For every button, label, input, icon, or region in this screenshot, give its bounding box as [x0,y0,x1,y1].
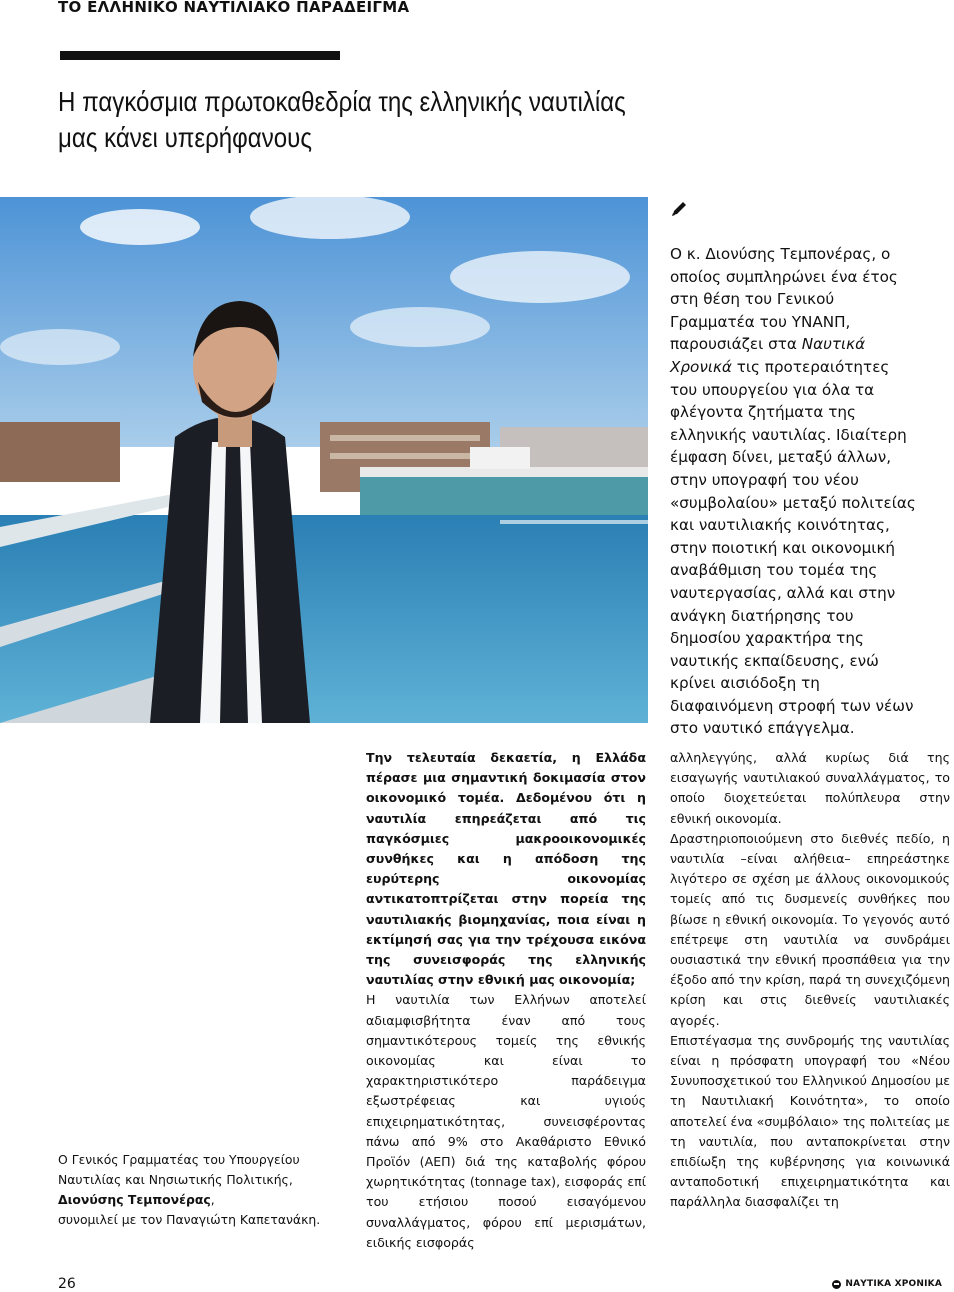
pen-icon [670,200,688,218]
portrait-photo [0,197,648,723]
answer-paragraph-1: Η ναυτιλία των Ελλήνων αποτελεί αδιαμφισβήτητα έναν από τους σημαντικότερους τομείς της εθνικής οικονομίας και είναι το χαρακτηριστικότερο παράδειγμα εξωστρέφειας και υγιούς επιχειρηματικότητας, συνεισφέροντας πάνω από 9% στο Ακαθάριστο Εθνικό Προϊόν (ΑΕΠ) διά της καταβολής φόρου χωρητικότητας (tonnage tax), εισφοράς επί του ετήσιου ποσού εισαγόμενου συναλλάγματος, φόρου επί μερισμάτων, ειδικής εισφοράς [366,992,646,1250]
headline-line-2: μας κάνει υπερήφανους [58,122,312,153]
caption-name: Διονύσης Τεμπονέρας [58,1192,211,1207]
right-column [670,748,950,1213]
page-number: 26 [58,1276,76,1292]
brand-name: ΝΑΥΤΙΚΑ ΧΡΟΝΙΚΑ [845,1279,942,1289]
brand-logo-icon [832,1280,841,1289]
caption-line-3: συνομιλεί με τον Παναγιώτη Καπετανάκη. [58,1212,321,1227]
title-rule [60,51,340,60]
answer-paragraph-4: Επιστέγασμα της συνδρομής της ναυτιλίας είναι η πρόσφατη υπογραφή του «Νέου Συνυποσχετικού του Ελληνικού Δημοσίου με τη Ναυτιλιακή Κοινότητα», το οποίο αποτελεί ένα «συμβόλαιο» της πολιτείας με τη ναυτιλία, που ανταποκρίνεται στην επιδίωξη της κυβέρνησης για κοινωνικά ανταποδοτική επιχειρηματικότητα και παράλληλα διασφαλίζει τη [670,1032,950,1210]
interview-question: Την τελευταία δεκαετία, η Ελλάδα πέρασε μια σημαντική δοκιμασία στον οικονομικό τομέα. Δεδομένου ότι η ναυτιλία επηρεάζεται από τις παγκόσμιες μακροοικονομικές συνθήκες και η απόδοση της ευρύτερης οικονομίας αντικατοπτρίζεται στην πορεία της ναυτιλιακής βιομηχανίας, ποια είναι η εκτίμησή σας για την τρέχουσα εικόνα της συνεισφοράς της ελληνικής ναυτιλίας στην εθνική μας οικονομία; [366,750,646,988]
caption-line-1: Ο Γενικός Γραμματέας του Υπουργείου Ναυτιλίας και Νησιωτικής Πολιτικής, [58,1152,300,1187]
photo-caption [58,1150,358,1230]
intro-part-1: Ο κ. Διονύσης Τεμπονέρας, ο οποίος συμπληρώνει ένα έτος στη θέση του Γενικού Γραμματέα του ΥΝΑΝΠ, παρουσιάζει στα [670,245,898,354]
answer-paragraph-3: Δραστηριοποιούμενη στο διεθνές πεδίο, η ναυτιλία –είναι αλήθεια– επηρεάστηκε λιγότερο σε σχέση με άλλους οικονομικούς τομείς από τις δυσμενείς συνθήκες που βίωσε η εθνική οικονομία. Το γεγονός αυτό επέτρεψε στη ναυτιλία να συνδράμει ουσιαστικά την εθνική προσπάθεια για την έξοδο από την κρίση, παρά τη συνεχιζόμενη κρίση και στις διεθνείς ναυτιλιακές αγορές. [670,830,950,1028]
footer-brand [832,1279,942,1289]
caption-comma: , [210,1192,215,1207]
headline [58,84,660,156]
headline-line-1: Η παγκόσμια πρωτοκαθεδρία της ελληνικής ναυτιλίας [58,86,626,117]
answer-paragraph-2: αλληλεγγύης, αλλά κυρίως διά της εισαγωγής ναυτιλιακού συναλλάγματος, το οποίο διοχετεύεται πολύπλευρα στην εθνική οικονομία. [670,750,950,826]
publication-name: Ναυτικά Χρονικά [670,335,866,376]
middle-column [366,748,646,1253]
section-label: ΤΟ ΕΛΛΗΝΙΚΟ ΝΑΥΤΙΛΙΑΚΟ ΠΑΡΑΔΕΙΓΜΑ [58,0,410,16]
intro-part-2: τις προτεραιότητες του υπουργείου για όλα τα φλέγοντα ζητήματα της ελληνικής ναυτιλίας. Ιδιαίτερη έμφαση δίνει, μεταξύ άλλων, στην υπογραφή του νέου «συμβολαίου» μεταξύ πολιτείας και ναυτιλιακής κοινότητας, στην ποιοτική και οικονομική αναβάθμιση του τομέα της ναυτεργασίας, αλλά και στην ανάγκη διατήρησης του δημοσίου χαρακτήρα της ναυτικής εκπαίδευσης, ενώ κρίνει αισιόδοξη τη διαφαινόμενη στροφή των νέων στο ναυτικό επάγγελμα. [670,357,916,738]
intro-paragraph [670,243,920,740]
